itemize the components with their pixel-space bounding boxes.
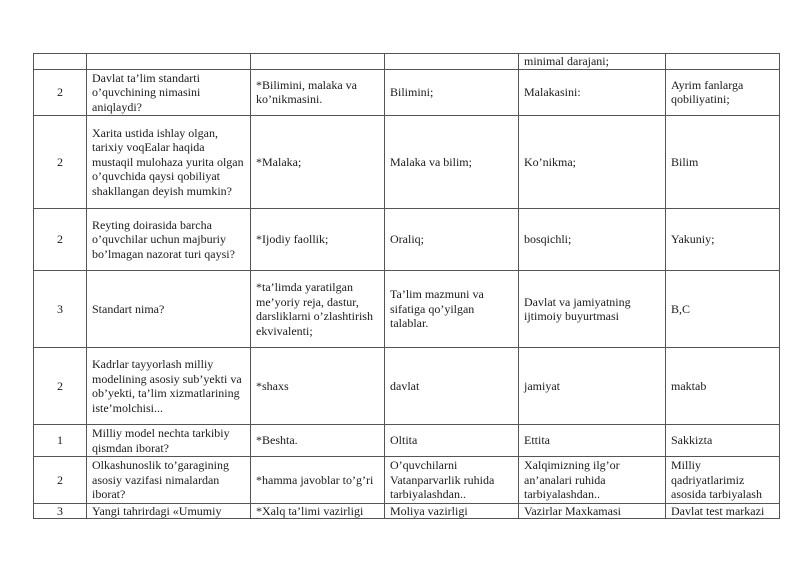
option-d-cell: Sakkizta xyxy=(666,425,780,457)
correct-answer-cell: *Xalq ta’limi vazirligi xyxy=(251,503,385,519)
option-c-cell: jamiyat xyxy=(519,348,666,425)
table-row xyxy=(34,425,780,457)
option-c-cell: minimal darajani; xyxy=(519,54,666,70)
option-d-cell: Ayrim fanlarga qobiliyatini; xyxy=(666,69,780,116)
table-row xyxy=(34,457,780,504)
correct-answer-cell: *Malaka; xyxy=(251,116,385,209)
difficulty-cell: 2 xyxy=(34,348,87,425)
table-row xyxy=(34,116,780,209)
correct-answer-cell: *shaxs xyxy=(251,348,385,425)
question-cell: Standart nima? xyxy=(87,271,251,348)
option-d-cell: Milliy qadriyatlarimiz asosida tarbiyalash xyxy=(666,457,780,504)
option-b-cell: Ta’lim mazmuni va sifatiga qo’yilgan talablar. xyxy=(385,271,519,348)
difficulty-cell: 2 xyxy=(34,209,87,271)
option-c-cell: Xalqimizning ilg’or an’analari ruhida tarbiyalashdan.. xyxy=(519,457,666,504)
option-b-cell xyxy=(385,54,519,70)
option-c-cell: Vazirlar Maxkamasi xyxy=(519,503,666,519)
difficulty-cell: 2 xyxy=(34,116,87,209)
option-c-cell: Malakasini: xyxy=(519,69,666,116)
option-b-cell: O’quvchilarni Vatanparvarlik ruhida tarbiyalashdan.. xyxy=(385,457,519,504)
option-d-cell xyxy=(666,54,780,70)
option-c-cell: bosqichli; xyxy=(519,209,666,271)
correct-answer-cell: *ta’limda yaratilgan me’yoriy reja, dastur, darsliklarni o’zlashtirish ekvivalenti; xyxy=(251,271,385,348)
difficulty-cell: 2 xyxy=(34,457,87,504)
question-cell: Davlat ta’lim standarti o’quvchining nimasini aniqlaydi? xyxy=(87,69,251,116)
option-b-cell: Moliya vazirligi xyxy=(385,503,519,519)
difficulty-cell xyxy=(34,54,87,70)
table-row xyxy=(34,503,780,519)
table-row xyxy=(34,69,780,116)
option-b-cell: Oltita xyxy=(385,425,519,457)
option-d-cell: B,C xyxy=(666,271,780,348)
correct-answer-cell xyxy=(251,54,385,70)
question-cell: Kadrlar tayyorlash milliy modelining asosiy sub’yekti va ob’yekti, ta’lim xizmatlarining iste’molchisi... xyxy=(87,348,251,425)
correct-answer-cell: *hamma javoblar to’g’ri xyxy=(251,457,385,504)
difficulty-cell: 1 xyxy=(34,425,87,457)
table-row xyxy=(34,54,780,70)
question-cell: Yangi tahrirdagi «Umumiy xyxy=(87,503,251,519)
option-d-cell: Bilim xyxy=(666,116,780,209)
difficulty-cell: 3 xyxy=(34,271,87,348)
option-b-cell: Bilimini; xyxy=(385,69,519,116)
table-row xyxy=(34,209,780,271)
question-cell: Xarita ustida ishlay olgan, tarixiy voqEalar haqida mustaqil mulohaza yurita olgan o’quvchida qaysi qobiliyat shakllangan deyish mumkin? xyxy=(87,116,251,209)
table-row xyxy=(34,348,780,425)
difficulty-cell: 3 xyxy=(34,503,87,519)
option-c-cell: Ko’nikma; xyxy=(519,116,666,209)
option-b-cell: davlat xyxy=(385,348,519,425)
question-cell: Reyting doirasida barcha o’quvchilar uchun majburiy bo’lmagan nazorat turi qaysi? xyxy=(87,209,251,271)
question-cell: Olkashunoslik to’garagining asosiy vazifasi nimalardan iborat? xyxy=(87,457,251,504)
option-d-cell: maktab xyxy=(666,348,780,425)
question-cell xyxy=(87,54,251,70)
test-questions-table xyxy=(33,53,780,519)
option-d-cell: Yakuniy; xyxy=(666,209,780,271)
table-row xyxy=(34,271,780,348)
option-b-cell: Malaka va bilim; xyxy=(385,116,519,209)
option-c-cell: Davlat va jamiyatning ijtimoiy buyurtmasi xyxy=(519,271,666,348)
option-d-cell: Davlat test markazi xyxy=(666,503,780,519)
correct-answer-cell: *Ijodiy faollik; xyxy=(251,209,385,271)
correct-answer-cell: *Beshta. xyxy=(251,425,385,457)
difficulty-cell: 2 xyxy=(34,69,87,116)
option-b-cell: Oraliq; xyxy=(385,209,519,271)
option-c-cell: Ettita xyxy=(519,425,666,457)
question-cell: Milliy model nechta tarkibiy qismdan iborat? xyxy=(87,425,251,457)
correct-answer-cell: *Bilimini, malaka va ko’nikmasini. xyxy=(251,69,385,116)
